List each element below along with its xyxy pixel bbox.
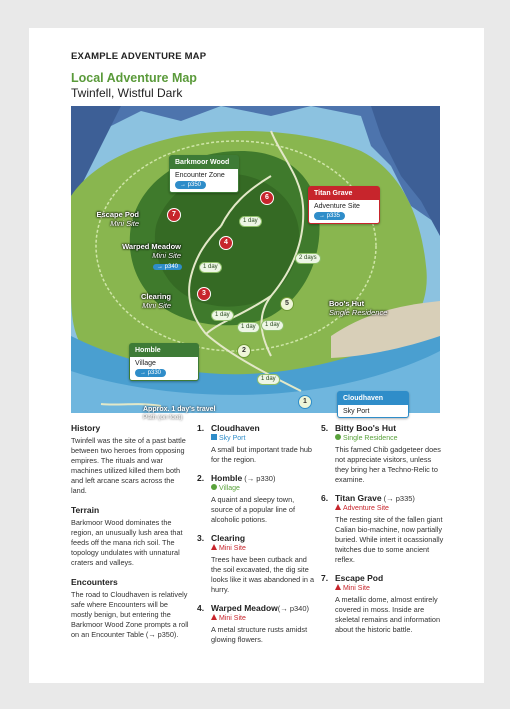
entry-text: A metal structure rusts amidst glowing flowers.: [211, 625, 308, 644]
text-encounters: The road to Cloudhaven is relatively safe where Encounters will be mostly benign, but entering the Barkmoor Wood Zone prompts a roll on an Encounter Table (→ p350).: [71, 590, 189, 639]
label-type: Single Residence: [329, 308, 388, 317]
legend-sub: Path (on foot): [143, 414, 183, 421]
entry-text: A small but important trade hub for the region.: [211, 445, 312, 464]
label-name: Warped Meadow: [122, 242, 181, 251]
label-clearing: [101, 292, 171, 310]
entry-text: A quaint and sleepy town, source of a popular line of alcoholic potions.: [211, 495, 295, 524]
triangle-icon: [335, 584, 341, 590]
callout-title: Titan Grave: [309, 187, 379, 200]
text-history: Twinfell was the site of a past battle between two heroes from opposing empires. The rituals and war machines utilized killed them both and left arcane scars across the land.: [71, 436, 186, 495]
distance-badge: 1 day: [239, 216, 262, 227]
circle-icon: [335, 434, 341, 440]
page-ref-badge[interactable]: → p335: [314, 212, 345, 220]
entry-type: Village: [219, 485, 240, 492]
callout-type: Encounter Zone: [175, 172, 225, 179]
distance-badge: 1 day: [237, 322, 260, 333]
marker-7[interactable]: 7: [167, 208, 181, 222]
heading-terrain: Terrain: [71, 505, 100, 515]
callout-homble[interactable]: [129, 343, 199, 381]
callout-title: Cloudhaven: [338, 392, 408, 405]
callout-cloudhaven[interactable]: [337, 391, 409, 418]
page-ref-badge-warped-meadow[interactable]: → p340: [153, 264, 182, 270]
label-warped-meadow: [81, 242, 181, 260]
map-subtitle: Twinfell, Wistful Dark: [71, 86, 183, 100]
callout-type: Adventure Site: [314, 203, 360, 210]
entry-number: 6.: [321, 493, 329, 503]
locations-column-1: [197, 423, 315, 653]
location-entry-3: [197, 533, 315, 595]
entry-number: 5.: [321, 423, 329, 433]
page-ref-badge[interactable]: → p330: [135, 369, 166, 377]
entry-name: Warped Meadow: [211, 603, 278, 613]
entry-number: 7.: [321, 573, 329, 583]
distance-badge: 1 day: [257, 374, 280, 385]
label-escape-pod: [81, 210, 139, 228]
distance-badge: 1 day: [211, 310, 234, 321]
square-icon: [211, 434, 217, 440]
label-boos-hut: [329, 299, 389, 317]
entry-name: Escape Pod: [335, 573, 384, 583]
adventure-map: [71, 106, 440, 421]
entry-name: Titan Grave: [335, 493, 382, 503]
heading-history: History: [71, 423, 101, 433]
lore-column: [71, 423, 189, 649]
circle-icon: [211, 484, 217, 490]
entry-number: 4.: [197, 603, 205, 613]
location-entry-5: [321, 423, 446, 485]
marker-4[interactable]: 4: [219, 236, 233, 250]
callout-barkmoor-wood[interactable]: [169, 155, 239, 193]
entry-text: This famed Chib gadgeteer does not appreciate visitors, unless they bring her a Techno-Relic to examine.: [335, 445, 441, 484]
entry-type: Adventure Site: [343, 505, 389, 512]
entry-text: The resting site of the fallen giant Calian bio-machine, now partially buried. While intert it ocassionally twitches due to some ancient reflex.: [335, 515, 444, 564]
entry-number: 1.: [197, 423, 205, 433]
entry-type: Sky Port: [219, 435, 246, 442]
label-type: Mini Site: [142, 301, 171, 310]
triangle-icon: [211, 614, 217, 620]
distance-badge: 1 day: [261, 320, 284, 331]
label-type: Mini Site: [110, 219, 139, 228]
entry-name: Cloudhaven: [211, 423, 260, 433]
entry-type: Mini Site: [219, 545, 246, 552]
entry-name: Clearing: [211, 533, 246, 543]
entry-name: Homble: [211, 473, 243, 483]
marker-5[interactable]: 5: [280, 297, 294, 311]
triangle-icon: [211, 544, 217, 550]
callout-title: Barkmoor Wood: [170, 156, 238, 169]
label-name: Boo's Hut: [329, 299, 365, 308]
marker-6[interactable]: 6: [260, 191, 274, 205]
callout-type: Sky Port: [343, 408, 370, 415]
heading-encounters: Encounters: [71, 577, 118, 587]
document-page: [29, 28, 484, 683]
map-legend: [143, 406, 215, 422]
location-entry-2: [197, 473, 315, 525]
entry-text: A metallic dome, almost entirely covered in moss. Inside are skeletal remains and information about the historic battle.: [335, 595, 441, 634]
section-header: EXAMPLE ADVENTURE MAP: [71, 51, 207, 62]
label-name: Escape Pod: [96, 210, 139, 219]
legend-label: Approx. 1 day's travel: [143, 406, 216, 413]
entry-type: Single Residence: [343, 435, 398, 442]
location-entry-1: [197, 423, 315, 465]
map-title: Local Adventure Map: [71, 71, 197, 85]
distance-badge: 1 day: [199, 262, 222, 273]
location-entry-7: [321, 573, 446, 635]
entry-page-ref[interactable]: (→ p330): [244, 474, 276, 483]
entry-number: 3.: [197, 533, 205, 543]
location-entry-4: [197, 603, 315, 645]
entry-number: 2.: [197, 473, 205, 483]
triangle-icon: [335, 504, 341, 510]
distance-badge: 2 days: [295, 253, 321, 264]
label-type: Mini Site: [152, 251, 181, 260]
entry-type: Mini Site: [219, 615, 246, 622]
callout-title: Homble: [130, 344, 198, 357]
entry-page-ref[interactable]: (→ p335): [383, 494, 415, 503]
marker-2[interactable]: 2: [237, 344, 251, 358]
locations-column-2: [321, 423, 446, 643]
page-ref-badge[interactable]: → p350: [175, 181, 206, 189]
entry-page-ref[interactable]: (→ p340): [277, 604, 310, 613]
callout-type: Village: [135, 360, 156, 367]
entry-type: Mini Site: [343, 585, 370, 592]
callout-titan-grave[interactable]: [308, 186, 380, 224]
marker-3[interactable]: 3: [197, 287, 211, 301]
location-entry-6: [321, 493, 446, 565]
label-name: Clearing: [140, 292, 171, 301]
entry-name: Bitty Boo's Hut: [335, 423, 397, 433]
marker-1[interactable]: 1: [298, 395, 312, 409]
text-terrain: Barkmoor Wood dominates the region, an unusually lush area that feeds off the mana rich soil. The topology undulates with unnatural craters and valleys.: [71, 518, 183, 567]
entry-text: Trees have been cutback and the soil excavated, the dig site looks like it was abandoned in a hurry.: [211, 555, 315, 594]
